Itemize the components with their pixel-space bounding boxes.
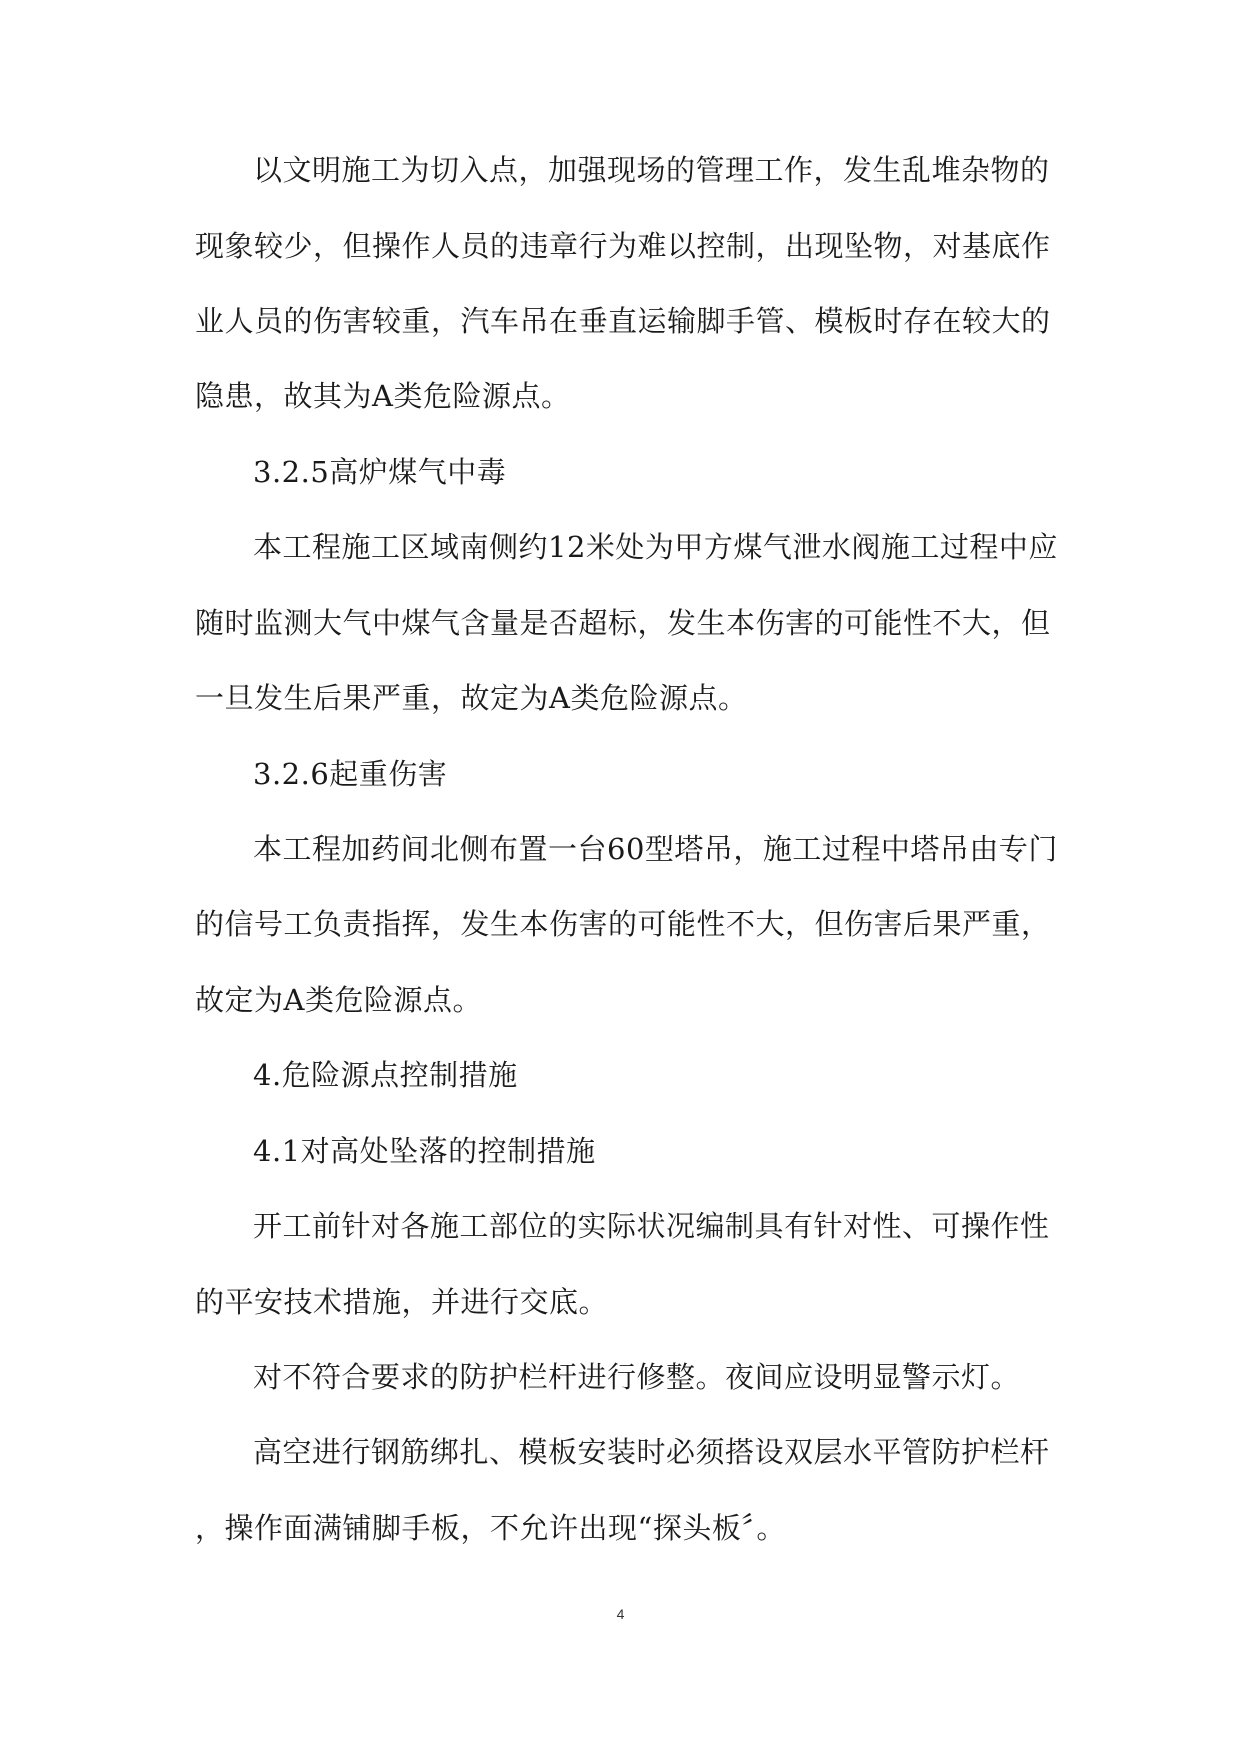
section-heading: 4.危险源点控制措施 [253, 1058, 518, 1092]
paragraph-line: 的平安技术措施，并进行交底。 [195, 1285, 609, 1319]
page-number: 4 [616, 1606, 625, 1622]
paragraph-line: 本工程加药间北侧布置一台60型塔吊，施工过程中塔吊由专门 [253, 832, 1058, 866]
paragraph-line: 隐患，故其为A类危险源点。 [195, 379, 571, 413]
section-heading: 3.2.6起重伤害 [253, 757, 448, 791]
paragraph-line: 对不符合要求的防护栏杆进行修整。夜间应设明显警示灯。 [253, 1360, 1021, 1394]
paragraph-line: 高空进行钢筋绑扎、模板安装时必须搭设双层水平管防护栏杆 [253, 1435, 1050, 1469]
paragraph-line: 一旦发生后果严重，故定为A类危险源点。 [195, 681, 748, 715]
paragraph-line: 的信号工负责指挥，发生本伤害的可能性不大，但伤害后果严重， [195, 907, 1051, 941]
paragraph-line: 业人员的伤害较重，汽车吊在垂直运输脚手管、模板时存在较大的 [195, 304, 1051, 338]
section-heading: 3.2.5高炉煤气中毒 [253, 455, 507, 489]
paragraph-line: 开工前针对各施工部位的实际状况编制具有针对性、可操作性 [253, 1209, 1050, 1243]
paragraph-line: 故定为A类危险源点。 [195, 983, 482, 1017]
paragraph-line: ，操作面满铺脚手板，不允许出现“探头板〞。 [195, 1511, 786, 1545]
paragraph-line: 本工程施工区域南侧约12米处为甲方煤气泄水阀施工过程中应 [253, 530, 1058, 564]
paragraph-line: 随时监测大气中煤气含量是否超标，发生本伤害的可能性不大，但 [195, 606, 1051, 640]
paragraph-line: 现象较少，但操作人员的违章行为难以控制，出现坠物，对基底作 [195, 229, 1051, 263]
paragraph-line: 以文明施工为切入点，加强现场的管理工作，发生乱堆杂物的 [253, 153, 1050, 187]
section-heading: 4.1对高处坠落的控制措施 [253, 1134, 596, 1168]
